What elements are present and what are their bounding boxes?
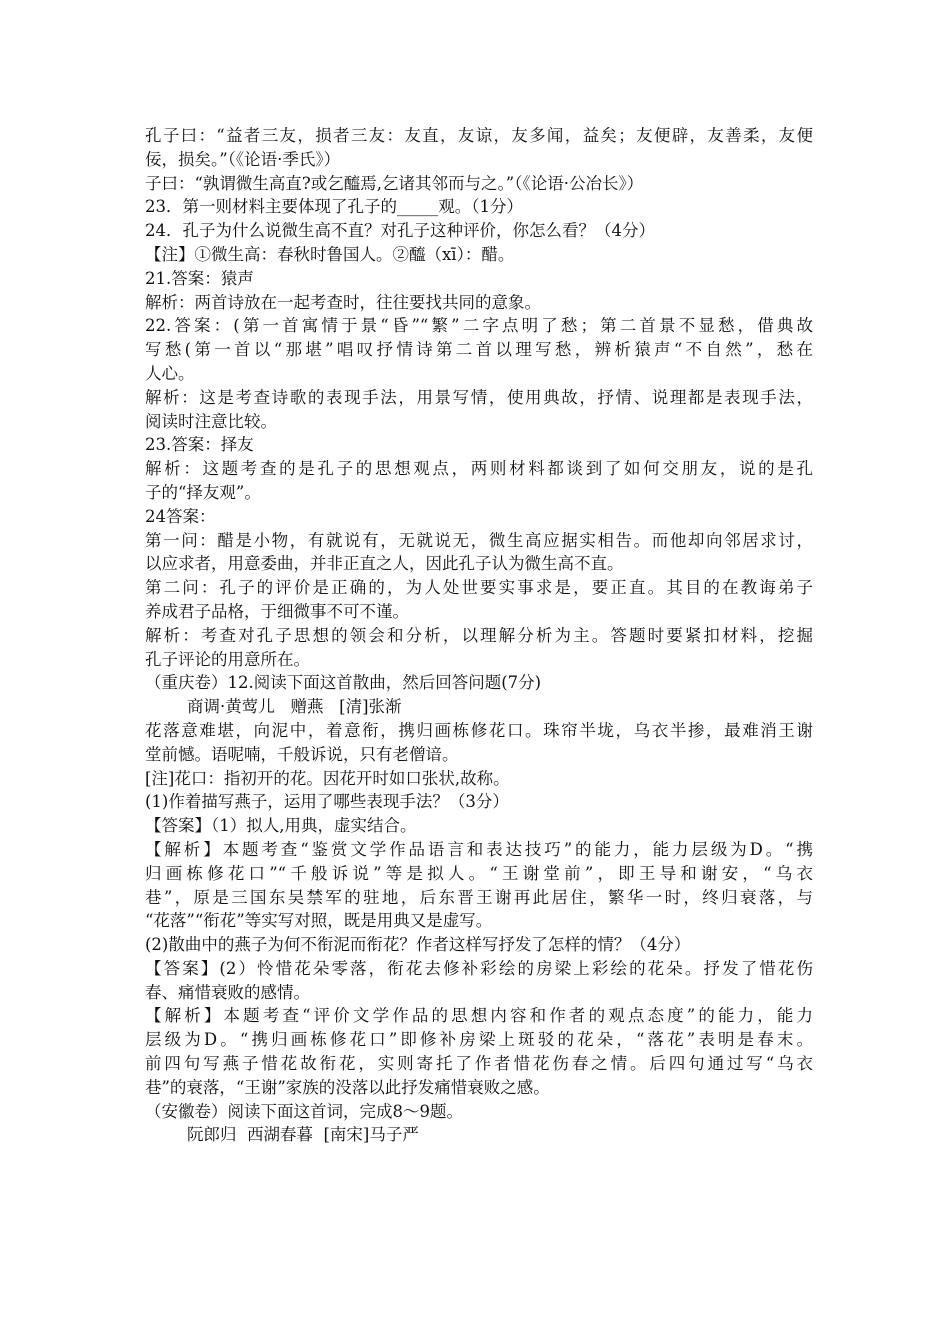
text-line: 22.答案：(第一首寓情于景“昏”“繁”二字点明了愁；第二首景不显愁，借典故 bbox=[145, 316, 813, 336]
text-line: 子曰：“孰谓微生高直?或乞醯焉,乞诸其邻而与之。”（《论语·公冶长》） bbox=[145, 173, 644, 193]
text-line: 23.答案：择友 bbox=[145, 435, 254, 455]
text-line: 孔子评论的用意所在。 bbox=[145, 649, 310, 669]
text-line: 层级为D。“携归画栋修花口”即修补房梁上斑驳的花朵，“落花”表明是春末。 bbox=[145, 1030, 813, 1050]
text-line: 阅读时注意比较。 bbox=[145, 411, 277, 431]
text-line: 巷”，原是三国东吴禁军的驻地，后东晋王谢再此居住，繁华一时，终归衰落，与 bbox=[145, 887, 813, 907]
text-line: 巷”的衰落，“王谢”家族的没落以此抒发痛惜衰败之感。 bbox=[145, 1077, 550, 1097]
text-line: 【答案】(2）怜惜花朵零落，衔花去修补彩绘的房梁上彩绘的花朵。抒发了惜花伤 bbox=[145, 958, 813, 978]
document-page bbox=[145, 124, 813, 1147]
text-line: 第二问：孔子的评价是正确的，为人处世要实事求是，要正直。其目的在教诲弟子 bbox=[145, 578, 813, 598]
text-line: 养成君子品格，于细微事不可不谨。 bbox=[145, 601, 409, 621]
text-line: 24．孔子为什么说微生高不直？对孔子这种评价，你怎么看？（4分） bbox=[145, 221, 655, 241]
text-line: 【解析】本题考查“评价文学作品的思想内容和作者的观点态度”的能力，能力 bbox=[145, 1006, 813, 1026]
text-line: 解析：考查对孔子思想的领会和分析，以理解分析为主。答题时要紧扣材料，挖掘 bbox=[145, 625, 813, 645]
text-line: 24答案： bbox=[145, 506, 216, 526]
text-line: （重庆卷）12.阅读下面这首散曲，然后回答问题(7分) bbox=[145, 673, 542, 693]
text-line: 花落意难堪，向泥中，着意衔，携归画栋修花口。珠帘半垅，乌衣半掺，最难消王谢 bbox=[145, 720, 813, 740]
text-line: 【注】①微生高：春秋时鲁国人。②醯（xī）：醋。 bbox=[145, 244, 515, 264]
text-line: 第一问：醋是小物，有就说有，无就说无，微生高应据实相告。而他却向邻居求讨， bbox=[145, 530, 813, 550]
text-line: 人心。 bbox=[145, 363, 195, 383]
text-line: 阮郎归 西湖春暮 [南宋]马子严 bbox=[145, 1125, 419, 1145]
text-line: 【解析】本题考查“鉴赏文学作品语言和表达技巧”的能力，能力层级为D。“携 bbox=[145, 839, 813, 859]
text-line: [注]花口：指初开的花。因花开时如口张状,故称。 bbox=[145, 768, 510, 788]
text-line: 23．第一则材料主要体现了孔子的_____观。（1分） bbox=[145, 197, 523, 217]
text-line: 解析：这题考查的是孔子的思想观点，两则材料都谈到了如何交朋友，说的是孔 bbox=[145, 459, 813, 479]
text-line: 春、痛惜衰败的感情。 bbox=[145, 982, 310, 1002]
text-line: 佞，损矣。”（《论语·季氏》） bbox=[145, 149, 341, 169]
text-line: 21.答案：猿声 bbox=[145, 268, 254, 288]
text-line: 前四句写燕子惜花故衔花，实则寄托了作者惜花伤春之情。后四句通过写“乌衣 bbox=[145, 1054, 813, 1074]
text-line: 孔子曰：“益者三友，损者三友：友直，友谅，友多闻，益矣；友便辟，友善柔，友便 bbox=[145, 126, 813, 145]
text-line: (2)散曲中的燕子为何不衔泥而衔花？作者这样写抒发了怎样的情？（4分） bbox=[145, 935, 691, 955]
text-line: 解析：两首诗放在一起考查时，往往要找共同的意象。 bbox=[145, 292, 541, 312]
text-line: 商调·黄莺儿 赠燕 [清]张渐 bbox=[145, 697, 402, 717]
text-line: 以应求者，用意委曲，并非正直之人，因此孔子认为微生高不直。 bbox=[145, 554, 624, 574]
text-line: 子的“择友观”。 bbox=[145, 482, 261, 502]
text-line: 堂前憾。语呢喃，千般诉说，只有老僧谙。 bbox=[145, 744, 459, 764]
text-line: 解析：这是考查诗歌的表现手法，用景写情，使用典故，抒情、说理都是表现手法， bbox=[145, 387, 813, 407]
text-line: 归画栋修花口”“千般诉说”等是拟人。“王谢堂前”，即王导和谢安，“乌衣 bbox=[145, 863, 813, 883]
text-line: （安徽卷）阅读下面这首词，完成8～9题。 bbox=[145, 1101, 463, 1121]
text-line: 写愁(第一首以“那堪”唱叹抒情诗第二首以理写愁，辨析猿声“不自然”，愁在 bbox=[145, 340, 813, 360]
text-line: 【答案】（1）拟人,用典，虚实结合。 bbox=[145, 816, 417, 836]
text-line: (1)作着描写燕子，运用了哪些表现手法？（3分） bbox=[145, 792, 509, 812]
text-line: “花落”“衔花”等实写对照，既是用典又是虚写。 bbox=[145, 911, 493, 931]
